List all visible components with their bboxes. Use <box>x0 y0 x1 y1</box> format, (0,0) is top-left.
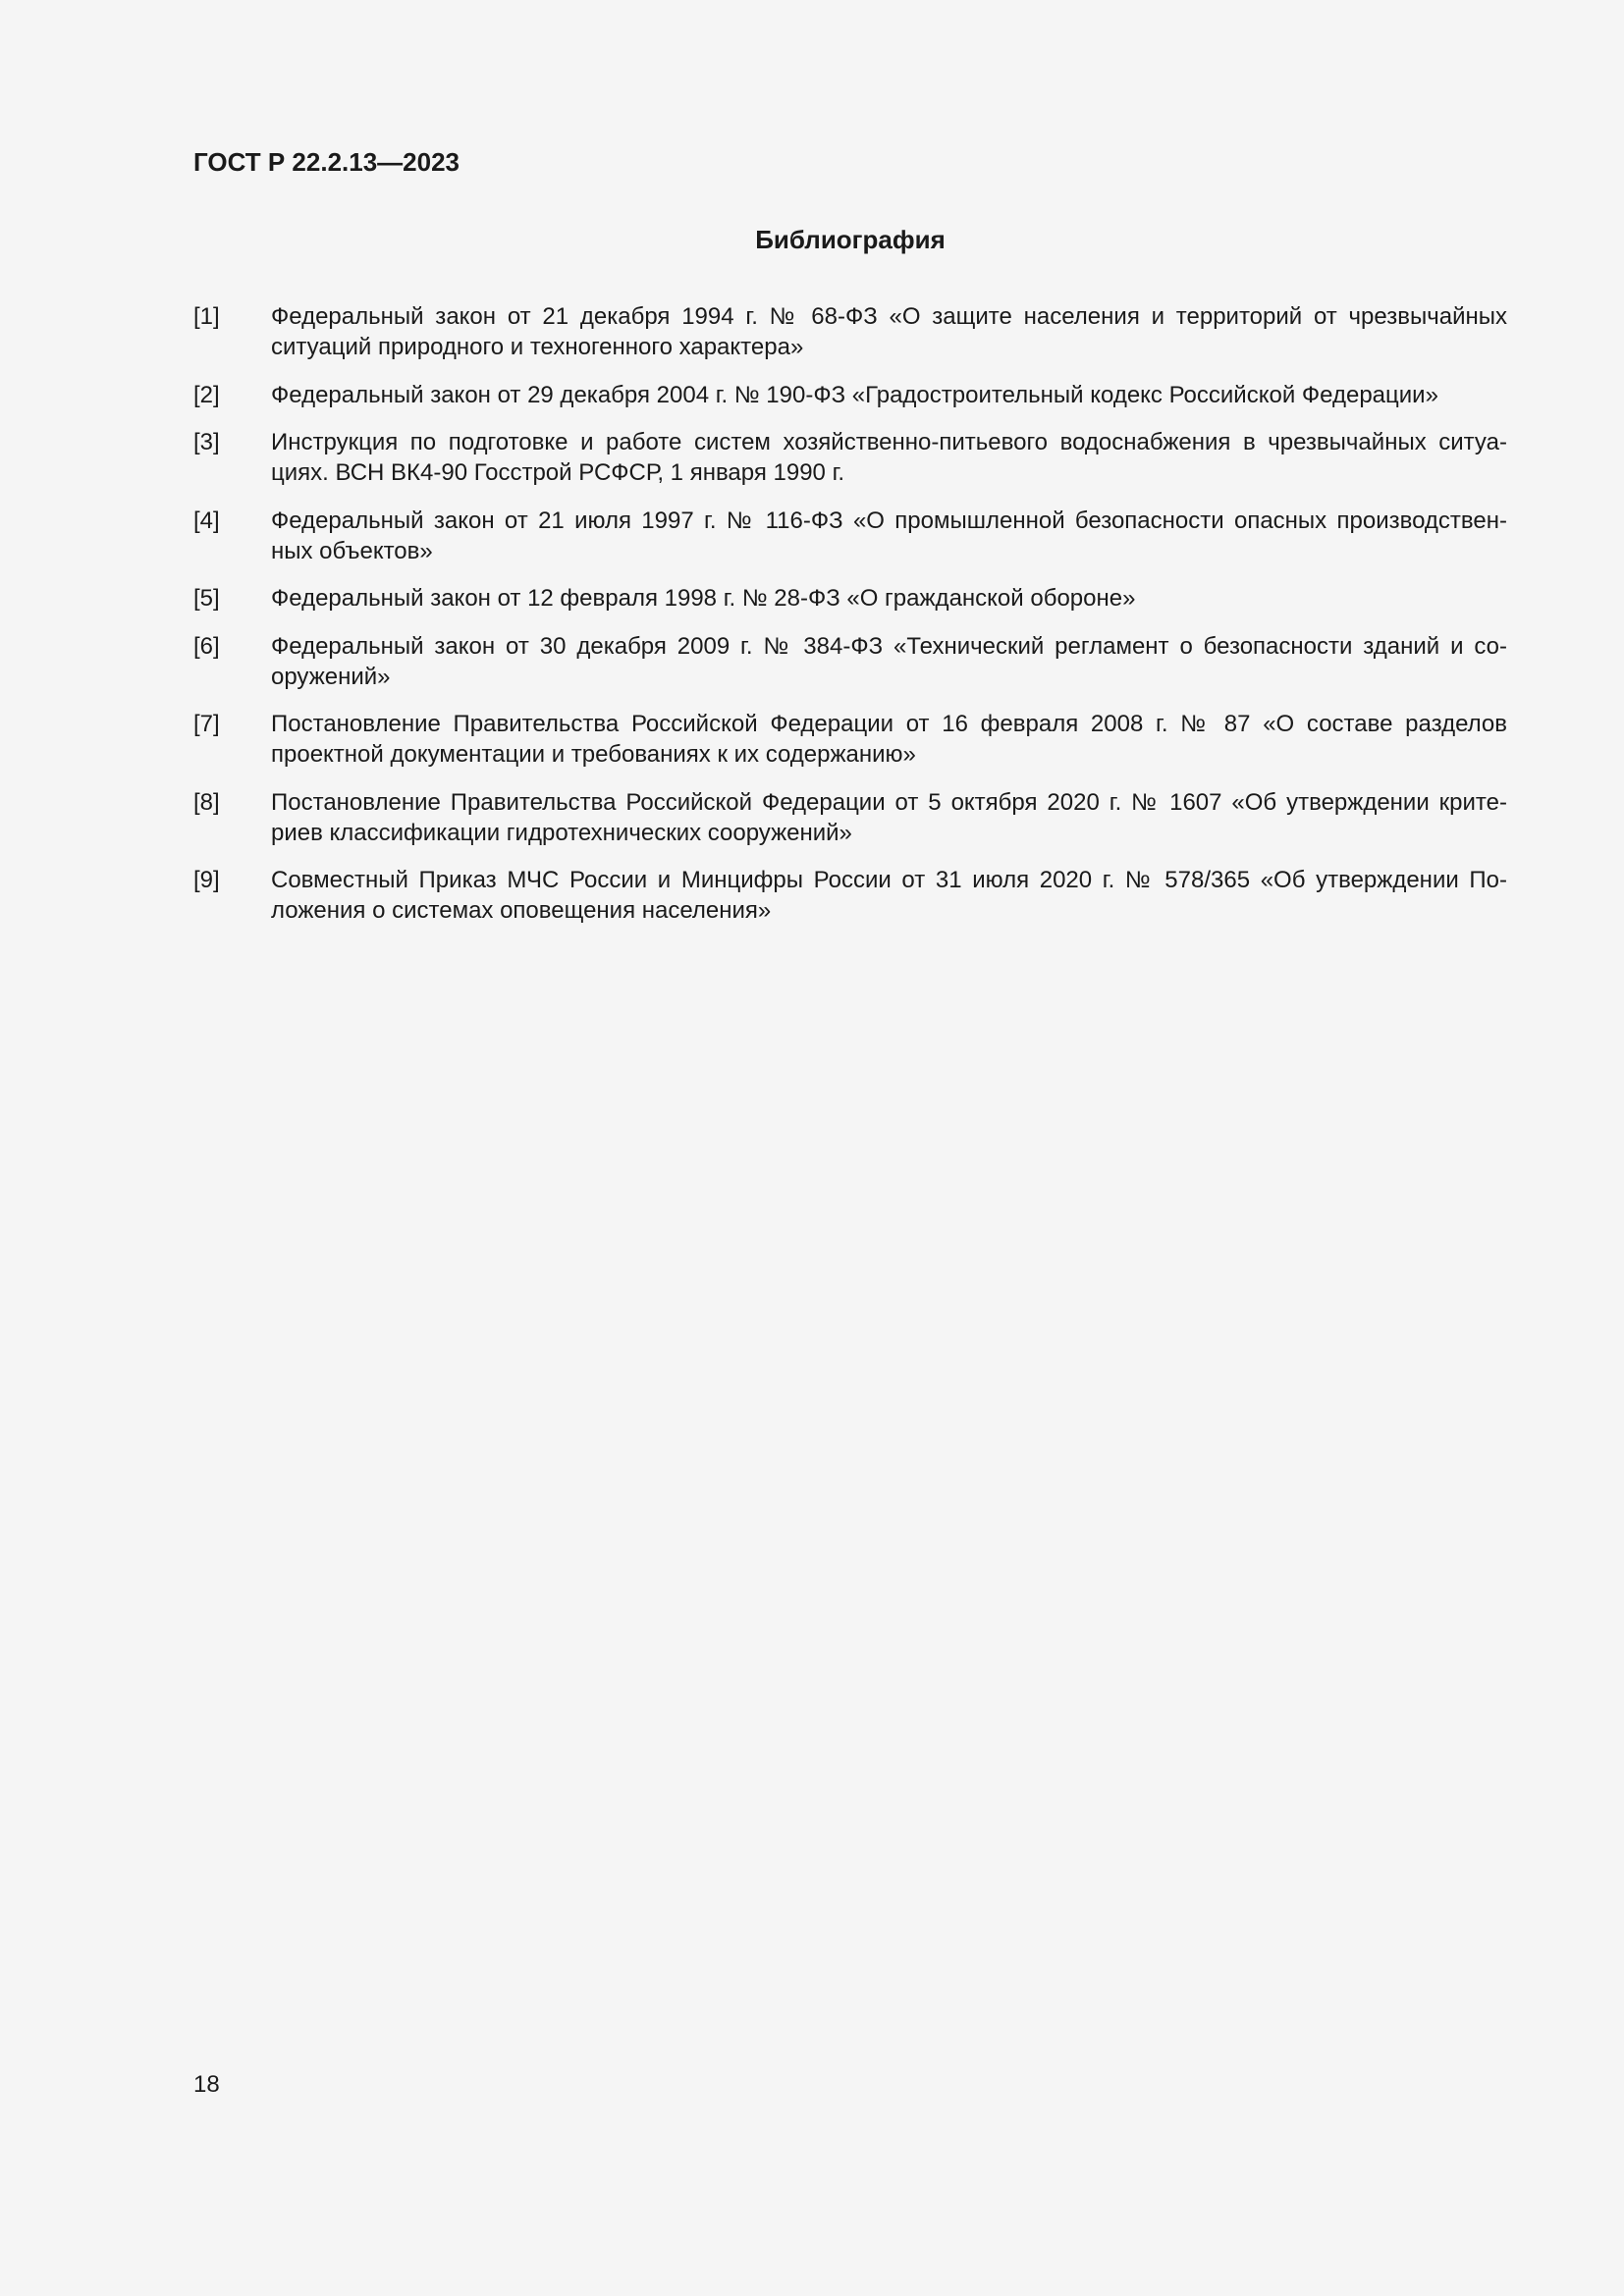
entry-text <box>271 380 1507 410</box>
entry-text <box>271 427 1507 488</box>
entry-line: Инструкция по подготовке и работе систем хозяйственно-питьевого водоснабжения в чрезвычайных ситуа- <box>271 429 1507 455</box>
entry-line: риев классификации гидротехнических сооружений» <box>271 819 852 846</box>
bibliography-entry <box>193 709 1507 770</box>
page-number: 18 <box>193 2071 220 2098</box>
entry-number: [4] <box>193 507 220 534</box>
entry-line: Постановление Правительства Российской Федерации от 5 октября 2020 г. № 1607 «Об утверждении крите- <box>271 788 1507 816</box>
entry-line: циях. ВСН ВК4-90 Госстрой РСФСР, 1 января 1990 г. <box>271 459 845 486</box>
entry-line: ситуаций природного и техногенного характера» <box>271 334 804 360</box>
section-title: Библиография <box>755 225 946 254</box>
entry-text <box>271 631 1507 692</box>
entry-line: проектной документации и требованиях к их содержанию» <box>271 741 916 768</box>
entry-line: Постановление Правительства Российской Федерации от 16 февраля 2008 г. № 87 «О составе разделов <box>271 711 1507 737</box>
bibliography-entry <box>193 427 1507 488</box>
document-code: ГОСТ Р 22.2.13—2023 <box>193 147 460 177</box>
bibliography-entry <box>193 301 1507 362</box>
bibliography-entry <box>193 865 1507 926</box>
entry-number: [6] <box>193 632 220 660</box>
entry-number: [2] <box>193 381 220 408</box>
entry-line: ложения о системах оповещения населения» <box>271 897 772 924</box>
entry-number: [3] <box>193 429 220 455</box>
entry-text <box>271 301 1507 362</box>
bibliography-entry <box>193 506 1507 566</box>
entry-text <box>271 865 1507 926</box>
entry-text <box>271 583 1507 614</box>
entry-number: [1] <box>193 303 220 330</box>
entry-text <box>271 787 1507 848</box>
entry-number: [9] <box>193 867 220 893</box>
entry-line: Федеральный закон от 29 декабря 2004 г. № 190-ФЗ «Градостроительный кодекс Российской Федерации» <box>271 381 1438 408</box>
entry-line: ных объектов» <box>271 537 433 564</box>
entry-line: Федеральный закон от 21 июля 1997 г. № 116-ФЗ «О промышленной безопасности опасных производствен- <box>271 507 1507 534</box>
bibliography-entry <box>193 631 1507 692</box>
entry-text <box>271 506 1507 566</box>
entry-number: [7] <box>193 711 220 737</box>
entry-line: оружений» <box>271 663 391 690</box>
bibliography-entry <box>193 583 1507 614</box>
entry-line: Федеральный закон от 21 декабря 1994 г. № 68-ФЗ «О защите населения и территорий от чрезвычайных <box>271 303 1507 330</box>
entry-line: Совместный Приказ МЧС России и Минцифры России от 31 июля 2020 г. № 578/365 «Об утверждении По- <box>271 867 1507 893</box>
entry-text <box>271 709 1507 770</box>
entry-number: [5] <box>193 585 220 612</box>
bibliography-entry <box>193 787 1507 848</box>
entry-line: Федеральный закон от 30 декабря 2009 г. № 384-ФЗ «Технический регламент о безопасности зданий и со- <box>271 632 1507 660</box>
entry-number: [8] <box>193 788 220 816</box>
entry-line: Федеральный закон от 12 февраля 1998 г. № 28-ФЗ «О гражданской обороне» <box>271 585 1136 612</box>
bibliography-list <box>193 301 1507 943</box>
bibliography-entry <box>193 380 1507 410</box>
